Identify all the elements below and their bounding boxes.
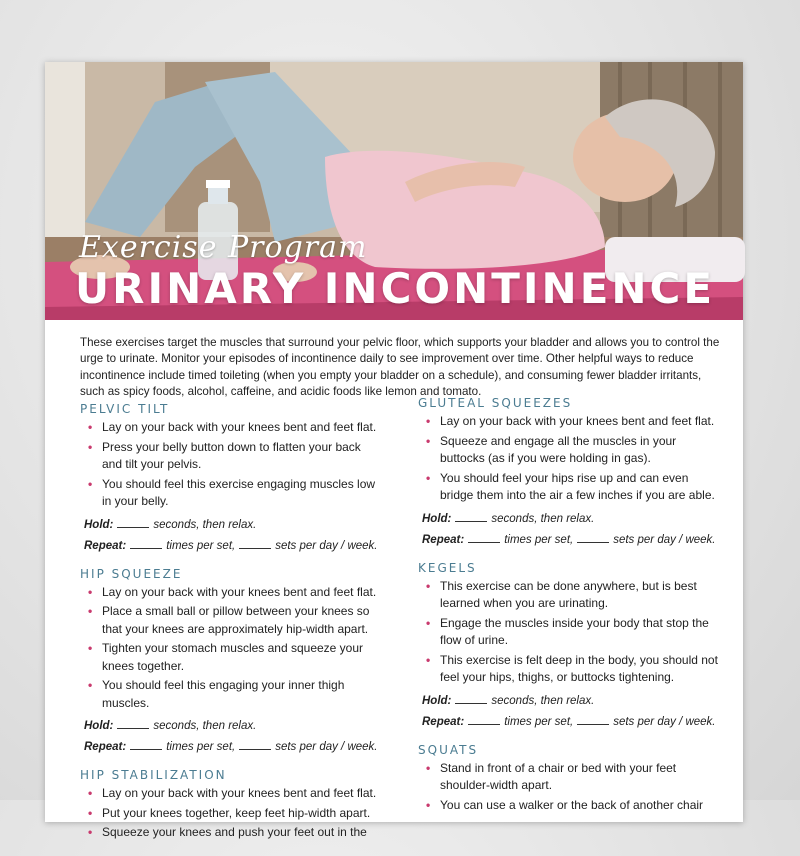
hero-photo bbox=[45, 62, 743, 320]
hold-field: Hold: seconds, then relax. bbox=[422, 694, 595, 707]
repeat-times-blank[interactable] bbox=[468, 714, 500, 725]
list-item: • Lay on your back with your knees bent and feet flat. bbox=[418, 413, 718, 431]
bullet-icon: • bbox=[426, 652, 431, 667]
hold-blank[interactable] bbox=[117, 517, 149, 528]
repeat-field: Repeat: times per set, sets per day / week. bbox=[422, 715, 716, 728]
list-item: • Lay on your back with your knees bent and feet flat. bbox=[80, 584, 380, 602]
bullet-icon: • bbox=[88, 805, 93, 820]
bullet-icon: • bbox=[426, 797, 431, 812]
hold-blank[interactable] bbox=[455, 511, 487, 522]
repeat-times-blank[interactable] bbox=[468, 532, 500, 543]
hero-script-title: Exercise Program bbox=[79, 230, 368, 265]
bullet-icon: • bbox=[426, 578, 431, 593]
list-item: • You should feel this exercise engaging muscles low in your belly. bbox=[88, 476, 376, 508]
list-item: • Lay on your back with your knees bent and feet flat. bbox=[80, 419, 380, 437]
list-item: • Squeeze your knees and push your feet out in the bbox=[80, 824, 380, 842]
list-item: • Press your belly button down to flatten your back and tilt your pelvis. bbox=[88, 439, 361, 471]
repeat-field: Repeat: times per set, sets per day / week. bbox=[84, 539, 378, 552]
bullet-icon: • bbox=[88, 786, 93, 800]
section-hip-stabilization bbox=[80, 768, 380, 842]
hold-field: Hold: seconds, then relax. bbox=[422, 512, 595, 525]
bullet-icon: • bbox=[88, 584, 93, 599]
bullet-icon: • bbox=[88, 825, 93, 839]
list-item: • You should feel this engaging your inner thigh muscles. bbox=[88, 678, 345, 710]
section-hip-squeeze bbox=[80, 567, 380, 755]
bullet-icon: • bbox=[426, 615, 431, 630]
section-title: HIP SQUEEZE bbox=[80, 566, 183, 581]
bullet-icon: • bbox=[88, 439, 93, 454]
list-item: • You can use a walker or the back of another chair bbox=[418, 797, 718, 815]
repeat-sets-blank[interactable] bbox=[239, 538, 271, 549]
section-pelvic-tilt bbox=[80, 402, 380, 553]
list-item: • You should feel your hips rise up and can even bridge them into the air a few inches if you are able. bbox=[426, 470, 715, 502]
bullet-icon: • bbox=[426, 433, 431, 448]
bullet-icon: • bbox=[426, 470, 431, 485]
section-squats bbox=[418, 743, 718, 815]
repeat-field: Repeat: times per set, sets per day / week. bbox=[422, 533, 716, 546]
section-title: GLUTEAL SQUEEZES bbox=[418, 396, 573, 410]
section-title: PELVIC TILT bbox=[80, 402, 170, 416]
bullet-icon: • bbox=[88, 420, 93, 434]
hold-field: Hold: seconds, then relax. bbox=[84, 720, 257, 732]
section-title: SQUATS bbox=[418, 742, 479, 757]
intro-paragraph: These exercises target the muscles that surround your pelvic floor, which supports your bladder and allows you to control the urge to urinate. Monitor your episodes of incontinence daily to see improvement over time. Other helpful ways to reduce incontinence include timed toileting (when you empty your bladder on a schedule), and consuming fewer bladder irritants, such as spicy foods, alcohol, caffeine, and acidic foods like lemon and tomato. bbox=[80, 336, 720, 399]
repeat-sets-blank[interactable] bbox=[239, 739, 271, 750]
section-kegels bbox=[418, 561, 718, 729]
list-item: • Stand in front of a chair or bed with your feet shoulder-width apart. bbox=[426, 760, 677, 792]
section-title: HIP STABILIZATION bbox=[80, 768, 227, 782]
hero-main-title: URINARY INCONTINENCE bbox=[75, 264, 716, 313]
section-gluteal-squeezes bbox=[418, 396, 718, 547]
left-column bbox=[80, 402, 380, 856]
bullet-icon: • bbox=[426, 760, 431, 775]
list-item: • Tighten your stomach muscles and squeeze your knees together. bbox=[88, 641, 364, 673]
handout-sheet bbox=[45, 62, 743, 839]
right-column bbox=[418, 396, 718, 828]
bullet-icon: • bbox=[88, 641, 93, 655]
list-item: • Squeeze and engage all the muscles in your buttocks (as if you were holding in gas). bbox=[426, 433, 677, 465]
hold-blank[interactable] bbox=[117, 718, 149, 729]
bullet-icon: • bbox=[88, 476, 93, 491]
list-item: • Lay on your back with your knees bent and feet flat. bbox=[80, 785, 380, 803]
list-item: • This exercise is felt deep in the body, you should not feel your hips, thighs, or buttocks tightening. bbox=[426, 652, 718, 684]
repeat-field: Repeat: times per set, sets per day / week. bbox=[84, 741, 378, 753]
list-item: • Place a small ball or pillow between your knees so that your knees are approximately hip-width apart. bbox=[88, 604, 370, 636]
list-item: • Engage the muscles inside your body that stop the flow of urine. bbox=[426, 615, 709, 647]
hold-blank[interactable] bbox=[455, 693, 487, 704]
list-item: • This exercise can be done anywhere, but is best learned when you are urinating. bbox=[426, 578, 697, 610]
repeat-times-blank[interactable] bbox=[130, 739, 162, 750]
section-title: KEGELS bbox=[418, 560, 477, 575]
hold-field: Hold: seconds, then relax. bbox=[84, 518, 257, 531]
repeat-sets-blank[interactable] bbox=[577, 532, 609, 543]
list-item: • Put your knees together, keep feet hip-width apart. bbox=[80, 805, 380, 823]
bullet-icon: • bbox=[88, 604, 93, 618]
repeat-sets-blank[interactable] bbox=[577, 714, 609, 725]
bullet-icon: • bbox=[88, 678, 93, 692]
repeat-times-blank[interactable] bbox=[130, 538, 162, 549]
bullet-icon: • bbox=[426, 414, 431, 428]
